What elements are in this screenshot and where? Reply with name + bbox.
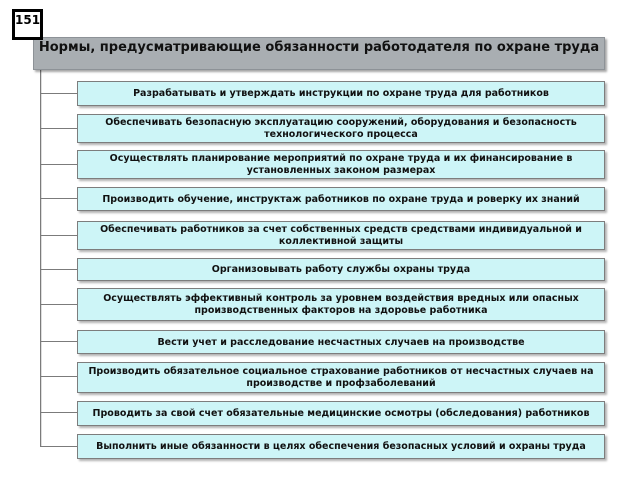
duty-item-other-duties (77, 434, 605, 459)
duty-item-label: Выполнить иные обязанности в целях обеспечения безопасных условий и охраны труда (96, 441, 586, 452)
duty-item-hazard-control (77, 288, 605, 321)
duty-item-label: Производить обучение, инструктаж работников по охране труда и роверку их знаний (102, 193, 580, 205)
duty-item-planning (77, 150, 605, 179)
duty-item-safety-service (77, 258, 605, 281)
duty-item-label: Обеспечивать работников за счет собственных средств средствами индивидуальной и коллективной защиты (100, 224, 582, 247)
diagram-title: Нормы, предусматривающие обязанности работодателя по охране труда (33, 37, 605, 70)
duty-item-label: Проводить за свой счет обязательные медицинские осмотры (обследования) работников (92, 408, 590, 419)
connector-line (41, 128, 77, 129)
duty-item-label: Осуществлять эффективный контроль за уровнем воздействия вредных или опасных производственных факторов на здоровье работника (103, 293, 579, 316)
duty-item-protective-equipment (77, 221, 605, 250)
connector-line (41, 269, 77, 270)
duty-item-label: Разрабатывать и утверждать инструкции по охране труда для работников (133, 88, 549, 99)
duty-item-medical-exams (77, 401, 605, 426)
duty-item-label: Вести учет и расследование несчастных случаев на производстве (157, 336, 525, 348)
duty-item-safe-operation (77, 114, 605, 143)
connector-line (41, 376, 77, 377)
connector-line (41, 412, 77, 413)
duty-item-label: Осуществлять планирование мероприятий по охране труда и их финансирование в установленных законом размерах (109, 153, 573, 176)
connector-line (41, 446, 77, 447)
connector-line (41, 198, 77, 199)
connector-line (41, 341, 77, 342)
connector-line (41, 164, 77, 165)
duty-item-instructions (77, 81, 605, 106)
slide-number: 151 (12, 9, 43, 40)
duty-item-accident-investigation (77, 330, 605, 354)
connector-line (41, 93, 77, 94)
duty-item-training (77, 187, 605, 211)
duty-item-label: Организовывать работу службы охраны труда (211, 264, 471, 275)
connector-line (41, 235, 77, 236)
connector-line (41, 304, 77, 305)
tree-spine-line (40, 70, 41, 447)
duty-item-label: Производить обязательное социальное страхование работников от несчастных случаев на производстве и профзаболеваний (88, 366, 594, 389)
duty-item-label: Обеспечивать безопасную эксплуатацию сооружений, оборудования и безопасность технологического процесса (105, 117, 577, 140)
duty-item-social-insurance (77, 362, 605, 393)
